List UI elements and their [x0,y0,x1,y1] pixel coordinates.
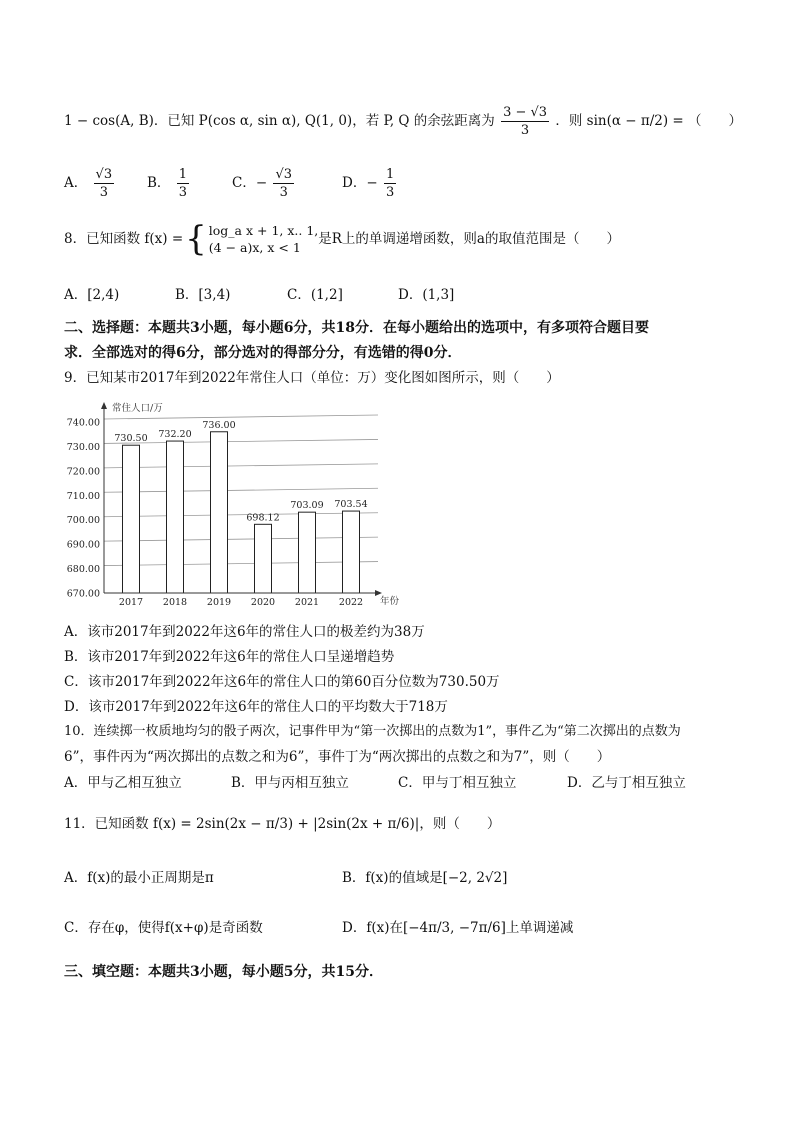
population-bar-chart [64,396,404,610]
bar-2017 [123,445,140,593]
q7-option-a[interactable]: A． $\frac{√3}{3}$ [64,167,113,200]
q10-option-c[interactable]: C．甲与丁相互独立 [398,775,517,791]
y-tick-label: 730.00 [66,441,100,453]
q7-option-b[interactable]: B． $\frac{1}{3}$ [147,167,187,200]
gridline [104,415,378,419]
q7-option-c[interactable]: C．− $\frac{√3}{3}$ [232,167,293,200]
q9-option-b[interactable]: B．该市2017年到2022年这6年的常住人口呈递增趋势 [64,649,395,665]
q10-option-d[interactable]: D．乙与丁相互独立 [567,775,686,791]
q7-option-d[interactable]: D．− $\frac{1}{3}$ [342,167,395,200]
data-label-2019: 736.00 [202,419,236,431]
y-tick-label: 720.00 [66,466,100,478]
q8-suffix: 是R上的单调递增函数，则a的取值范围是（ ） [318,231,620,247]
q11-option-c[interactable]: C．存在φ，使得f(x+φ)是奇函数 [64,920,263,936]
q11-option-b[interactable]: B．f(x)的值域是[−2, 2√2] [342,870,508,886]
q10-option-b[interactable]: B．甲与丙相互独立 [231,775,349,791]
q9-stem: 9．已知某市2017年到2022年常住人口（单位：万）变化图如图所示，则（ ） [64,370,560,386]
bar-2021 [299,512,316,593]
q8-stem [64,219,620,259]
x-tick-label-2021: 2021 [294,597,320,608]
q8-prefix: 8．已知函数 f(x) = [64,231,184,247]
q8-option-d[interactable]: D．(1,3] [398,287,455,303]
bar-2019 [211,432,228,593]
section2-heading-line2: 求．全部选对的得6分，部分选对的得部分分，有选错的得0分． [64,345,462,361]
x-tick-label-2018: 2018 [162,597,188,608]
y-tick-label: 740.00 [66,417,100,429]
data-label-2022: 703.54 [334,499,368,511]
section2-heading-line1: 二、选择题：本题共3小题，每小题6分，共18分．在每小题给出的选项中，有多项符合题目要 [64,320,649,336]
q7-stem-part1: 1 − cos(A, B)．已知 P(cos α, sin α), Q(1, 0)，若 P, Q 的余弦距离为 [64,113,495,129]
data-label-2020: 698.12 [246,512,280,524]
q7-fraction-denominator: 3 [520,123,530,138]
q10-stem-line1: 10．连续掷一枚质地均匀的骰子两次，记事件甲为“第一次掷出的点数为1”，事件乙为“第二次掷出的点数为 [64,724,681,739]
q9-option-c[interactable]: C．该市2017年到2022年这6年的常住人口的第60百分位数为730.50万 [64,674,500,690]
q10-option-a[interactable]: A．甲与乙相互独立 [64,775,182,791]
chart-x-ticks [119,597,363,608]
gridline [104,488,378,492]
data-label-2018: 732.20 [158,429,192,441]
y-axis-arrow [101,402,107,409]
y-tick-label: 670.00 [66,588,100,600]
gridline [104,513,378,517]
q7-stem [64,104,742,139]
q8-cases [209,222,318,256]
y-tick-label: 700.00 [66,515,100,527]
q11-stem: 11．已知函数 f(x) = 2sin(2x − π/3) + |2sin(2x + π/6)|，则（ ） [64,816,501,832]
q7-stem-part2: ．则 sin(α − π/2) = （ ） [555,113,743,129]
y-tick-label: 710.00 [66,490,100,502]
y-tick-label: 690.00 [66,539,100,551]
chart-y-ticks [67,418,100,600]
x-axis-label: 年份 [380,596,400,607]
bar-2022 [343,511,360,593]
bar-2020 [255,524,272,593]
q8-case2: (4 − a)x, x < 1 [208,240,301,255]
chart-data-labels [114,420,367,524]
q9-option-a[interactable]: A．该市2017年到2022年这6年的常住人口的极差约为38万 [64,624,425,640]
data-label-2017: 730.50 [114,433,148,445]
x-tick-label-2022: 2022 [338,597,364,608]
section3-heading: 三、填空题：本题共3小题，每小题5分，共15分． [64,964,383,980]
data-label-2021: 703.09 [290,500,324,512]
bar-2018 [167,441,184,593]
q7-fraction-numerator: 3 − √3 [503,105,548,120]
q11-option-d[interactable]: D．f(x)在[−4π/3, −7π/6]上单调递减 [342,920,574,936]
q8-brace: { [185,219,207,259]
q8-option-c[interactable]: C．(1,2] [287,287,343,303]
x-tick-label-2020: 2020 [250,597,276,608]
q8-option-b[interactable]: B．[3,4) [175,287,231,303]
q9-option-d[interactable]: D．该市2017年到2022年这6年的常住人口的平均数大于718万 [64,699,448,715]
q8-option-a[interactable]: A．[2,4) [64,287,120,303]
q8-case1: log_a x + 1, x.. 1, [208,223,319,238]
gridline [104,464,378,468]
q11-option-a[interactable]: A．f(x)的最小正周期是π [64,870,214,886]
q10-stem-line2: 6”，事件丙为“两次掷出的点数之和为6”，事件丁为“两次掷出的点数之和为7”，则（ ） [64,749,611,765]
q7-distance-fraction [501,104,549,139]
y-axis-label: 常住人口/万 [112,403,163,414]
x-tick-label-2019: 2019 [206,597,232,608]
chart-bars [123,432,360,593]
gridline [104,537,378,541]
y-tick-label: 680.00 [66,564,100,576]
x-tick-label-2017: 2017 [118,597,144,608]
gridline [104,562,378,566]
